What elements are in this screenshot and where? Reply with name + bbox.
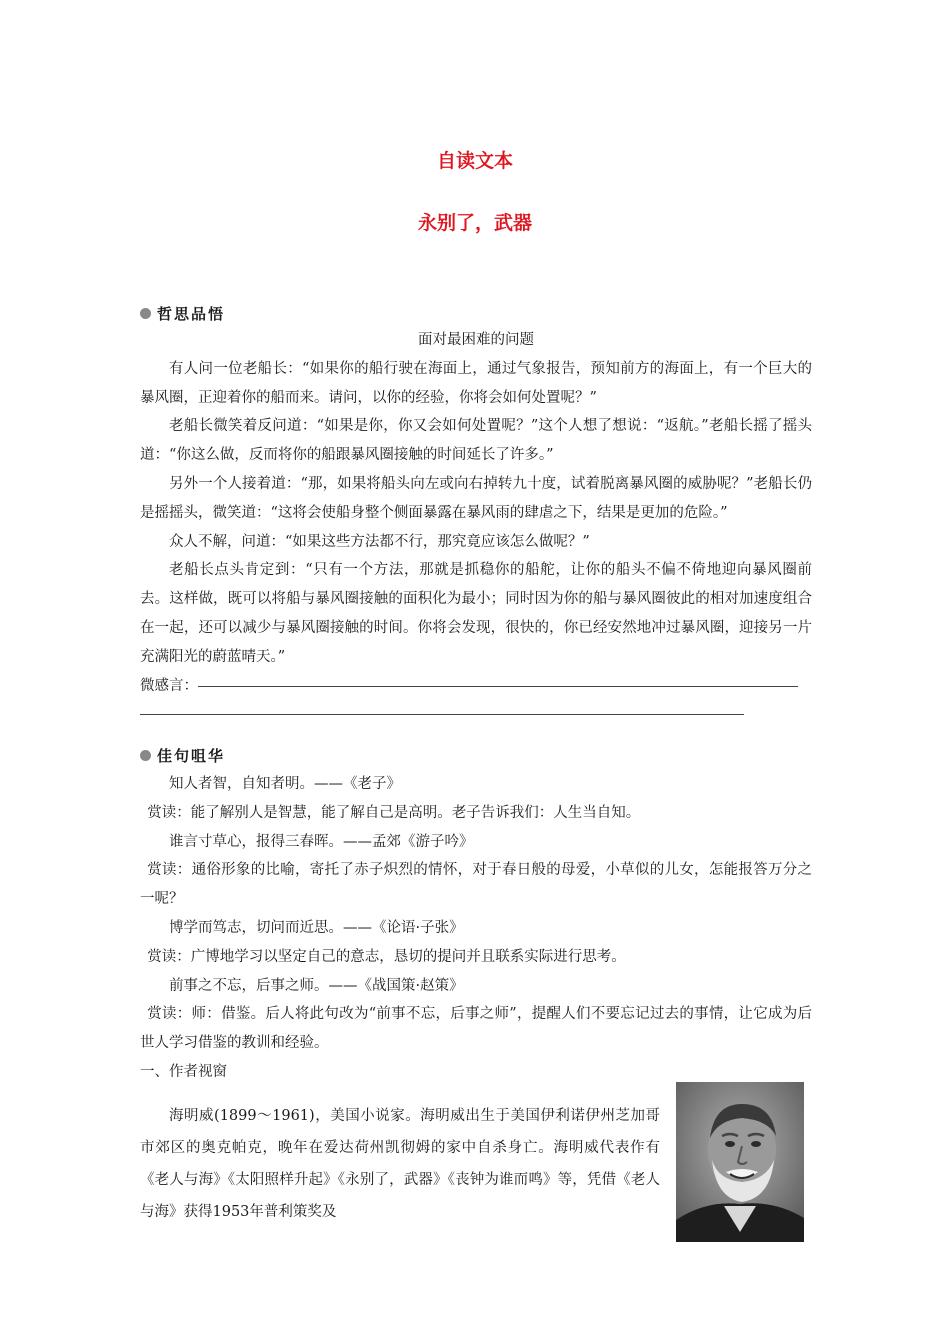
story-block bbox=[140, 326, 812, 729]
quote-comment: 赏读：通俗形象的比喻，寄托了赤子炽烈的情怀，对于春日般的母爱，小草似的儿女，怎能报答万分之一呢？ bbox=[140, 862, 812, 908]
quote-line: 知人者智，自知者明。——《老子》 bbox=[169, 776, 401, 792]
quote-line: 前事之不忘，后事之师。——《战国策·赵策》 bbox=[169, 977, 464, 994]
gray-dot-icon bbox=[140, 750, 151, 761]
gray-dot-icon bbox=[140, 308, 151, 319]
reflection-blank-1[interactable] bbox=[198, 685, 798, 687]
reflection-line bbox=[140, 672, 812, 701]
story-paragraph: 有人问一位老船长：“如果你的船行驶在海面上，通过气象报告，预知前方的海面上，有一个巨大的暴风圈，正迎着你的船而来。请问，以你的经验，你将会如何处置呢？” bbox=[140, 360, 812, 406]
author-bio-text: 海明威(1899～1961)，美国小说家。海明威出生于美国伊利诺伊州芝加哥市郊区的奥克帕克，晚年在爱达荷州凯彻姆的家中自杀身亡。海明威代表作有《老人与海》《太阳照样升起》《永别了，武器》《丧钟为谁而鸣》等，凭借《老人与海》获得1953年普利策奖及 bbox=[140, 1108, 660, 1220]
quote-line: 博学而笃志，切问而近思。——《论语·子张》 bbox=[169, 919, 464, 936]
quote-line: 谁言寸草心，报得三春晖。——孟郊《游子吟》 bbox=[169, 833, 474, 850]
quote-comment: 赏读：能了解别人是智慧，能了解自己是高明。老子告诉我们：人生当自知。 bbox=[147, 804, 641, 821]
story-paragraph: 众人不解，问道：“如果这些方法都不行，那究竟应该怎么做呢？” bbox=[169, 533, 590, 550]
author-bio bbox=[140, 1100, 660, 1228]
quotes-block bbox=[140, 770, 812, 1087]
story-paragraph: 另外一个人接着道：“那，如果将船头向左或向右掉转九十度，试着脱离暴风圈的威胁呢？”老船长仍是摇摇头，微笑道：“这将会使船身整个侧面暴露在暴风雨的肆虐之下，结果是更加的危险。” bbox=[140, 475, 812, 521]
page-subtitle: 永别了，武器 bbox=[417, 212, 532, 234]
reflection-line-2 bbox=[140, 700, 812, 729]
reflection-label: 微感言： bbox=[140, 677, 198, 694]
section-heading-author: 一、作者视窗 bbox=[140, 1063, 227, 1080]
section-heading-jiaju bbox=[140, 745, 225, 766]
section-heading-label: 哲思品悟 bbox=[157, 305, 226, 323]
section-heading-label: 佳句咀华 bbox=[157, 747, 226, 765]
section-heading-zhesi bbox=[140, 303, 225, 324]
quote-comment: 赏读：广博地学习以坚定自己的意志，恳切的提问并且联系实际进行思考。 bbox=[147, 948, 626, 965]
story-paragraph: 老船长点头肯定到：“只有一个方法，那就是抓稳你的船舵，让你的船头不偏不倚地迎向暴风圈前去。这样做，既可以将船与暴风圈接触的面积化为最小；同时因为你的船与暴风圈彼此的相对加速度组合在一起，还可以减少与暴风圈接触的时间。你将会发现，很快的，你已经安然地冲过暴风圈，迎接另一片充满阳光的蔚蓝晴天。” bbox=[140, 562, 812, 665]
portrait-photo bbox=[676, 1082, 804, 1242]
quote-comment: 赏读：师：借鉴。后人将此句改为“前事不忘，后事之师”，提醒人们不要忘记过去的事情，让它成为后世人学习借鉴的教训和经验。 bbox=[140, 1006, 812, 1052]
reflection-blank-2[interactable] bbox=[140, 713, 744, 715]
story-title: 面对最困难的问题 bbox=[418, 332, 534, 348]
story-paragraph: 老船长微笑着反问道：“如果是你，你又会如何处置呢？”这个人想了想说：“返航。”老船长摇了摇头道：“你这么做，反而将你的船跟暴风圈接触的时间延长了许多。” bbox=[140, 418, 812, 464]
author-photo bbox=[676, 1082, 804, 1242]
page-title: 自读文本 bbox=[436, 150, 513, 172]
